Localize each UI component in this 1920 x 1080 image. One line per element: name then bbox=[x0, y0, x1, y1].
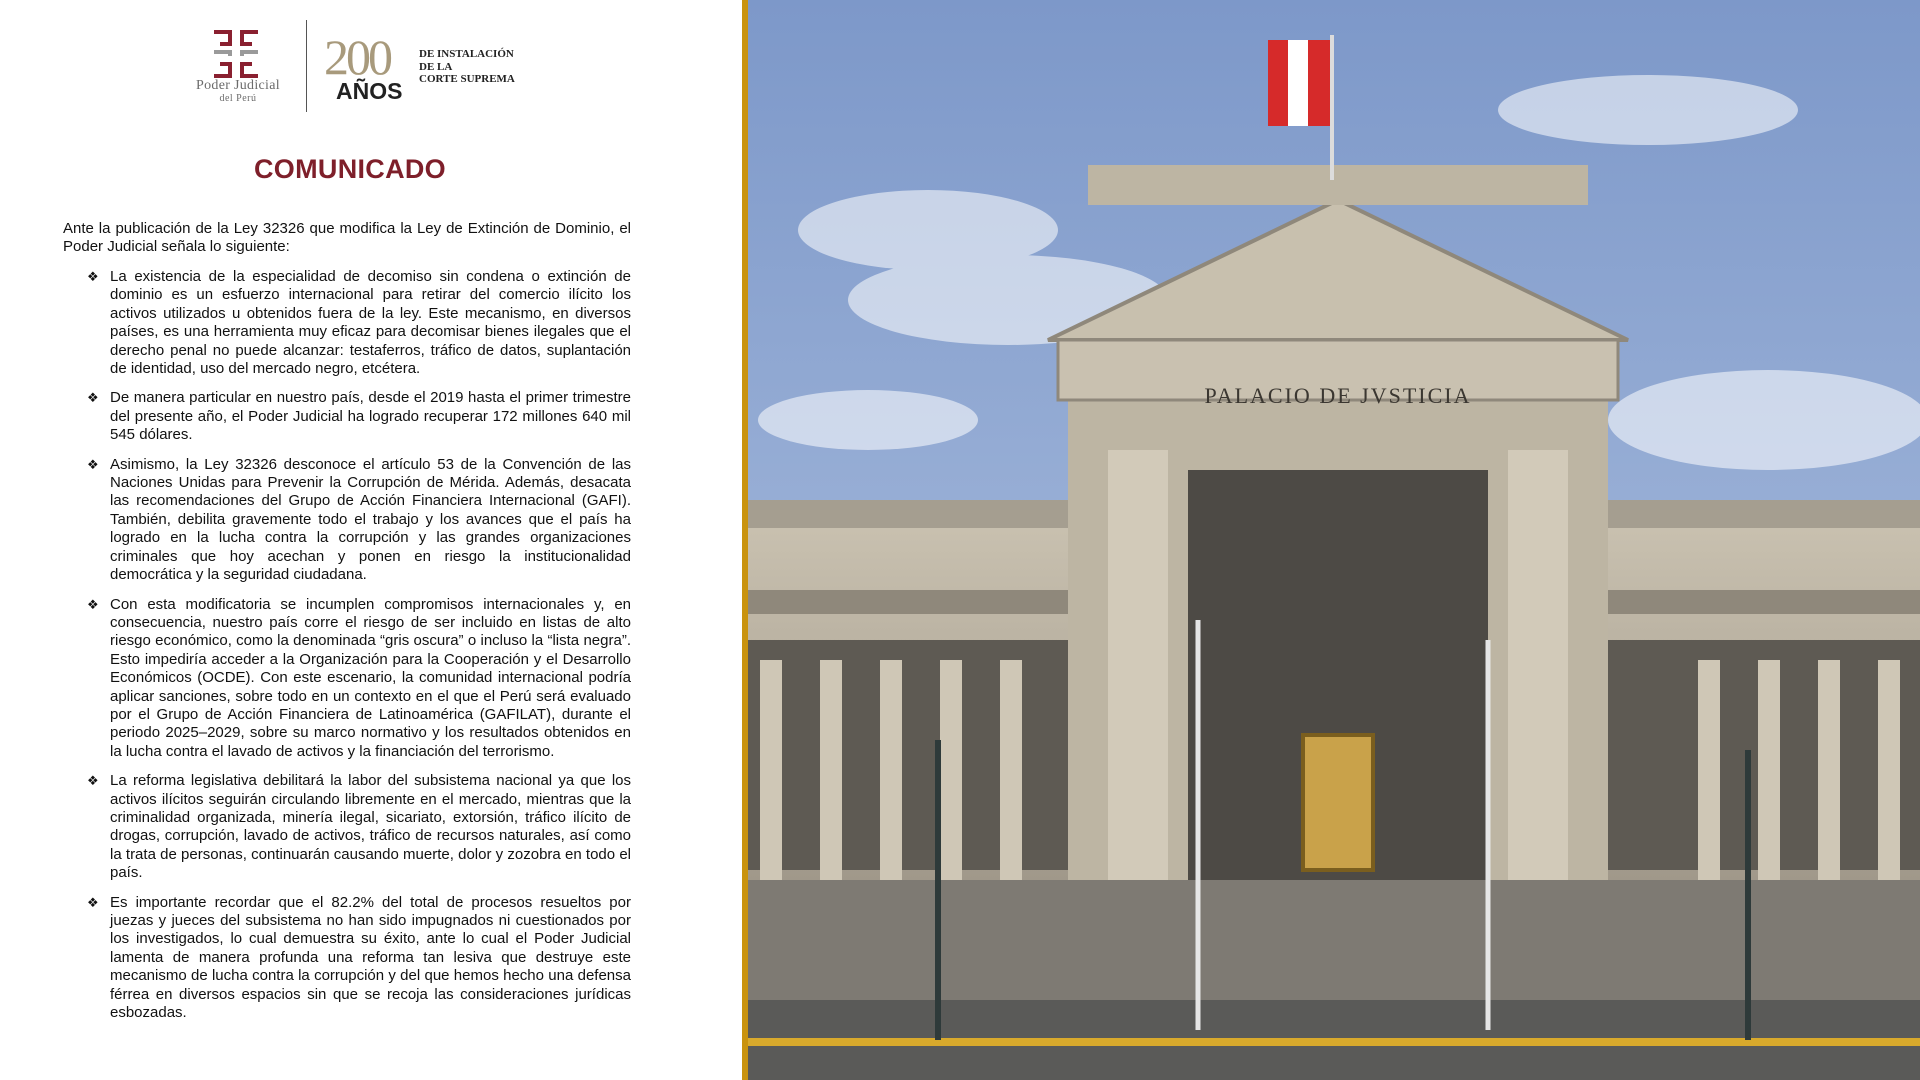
anniversary-caption-line: DE INSTALACIÓN bbox=[419, 48, 514, 60]
front-steps bbox=[748, 880, 1920, 1000]
bullet-list bbox=[63, 268, 631, 1033]
palace-inscription: PALACIO DE JVSTICIA bbox=[1204, 383, 1472, 408]
list-item bbox=[63, 389, 631, 444]
institution-line-1: Poder Judicial bbox=[196, 78, 280, 93]
palace-illustration bbox=[748, 0, 1920, 1080]
anniversary-caption-line: CORTE SUPREMA bbox=[419, 73, 515, 86]
communique-panel bbox=[0, 0, 742, 1080]
list-item bbox=[63, 268, 631, 378]
institution-name bbox=[186, 78, 290, 104]
bullet-text: Es importante recordar que el 82.2% del total de procesos resueltos por juezas y jueces del subsistema no han sido impugnados ni cuestionados por los investigados, lo cual demuestra su éxito, ante lo cual el Poder Judicial lamenta de manera profunda una reforma tan lesiva que destruye este mecanismo de lucha contra la corrupción y del que hemos hecho una defensa férrea en diversos espacios sin que se recoja las consideraciones jurídicas esbozadas. bbox=[110, 893, 631, 1022]
list-item bbox=[63, 456, 631, 585]
flagpole bbox=[1330, 35, 1334, 180]
diamond-bullet-icon: ❖ bbox=[87, 390, 99, 406]
anniversary-caption-line: DE LA bbox=[419, 60, 453, 73]
list-item bbox=[63, 894, 631, 1023]
peru-flag-icon bbox=[1268, 40, 1330, 126]
main-door bbox=[1303, 735, 1373, 870]
poder-judicial-emblem-icon bbox=[210, 28, 262, 80]
logo-divider bbox=[306, 20, 307, 112]
diamond-bullet-icon: ❖ bbox=[87, 773, 99, 789]
diamond-bullet-icon: ❖ bbox=[87, 596, 99, 612]
bullet-text: La reforma legislativa debilitará la labor del subsistema nacional ya que los activos ilícitos seguirán circulando libremente en el mercado, mientras que la criminalidad organizada, minería ilegal, sicariato, extorsión, tráfico ilícito de drogas, corrupción, lavado de activos, tráfico de recursos naturales, así como la trata de personas, continuarán causando muerte, dolor y zozobra en todo el país. bbox=[110, 772, 631, 882]
intro-paragraph: Ante la publicación de la Ley 32326 que modifica la Ley de Extinción de Dominio, el Poder Judicial señala lo siguiente: bbox=[63, 220, 631, 256]
header-logos bbox=[186, 20, 516, 120]
list-item bbox=[63, 772, 631, 882]
diamond-bullet-icon: ❖ bbox=[87, 894, 99, 910]
anniversary-caption bbox=[419, 48, 519, 86]
diamond-bullet-icon: ❖ bbox=[87, 269, 99, 284]
palace-photo bbox=[748, 0, 1920, 1080]
anniversary-number: 200 bbox=[324, 29, 390, 85]
bullet-text: De manera particular en nuestro país, desde el 2019 hasta el primer trimestre del presente año, el Poder Judicial ha logrado recuperar 172 millones 640 mil 545 dólares. bbox=[110, 389, 631, 444]
attic bbox=[1088, 165, 1588, 205]
curb-stripe bbox=[748, 1038, 1920, 1046]
anniversary-word: AÑOS bbox=[336, 78, 403, 104]
bullet-text: Con esta modificatoria se incumplen compromisos internacionales y, en consecuencia, nuestro país corre el riesgo de ser incluido en listas de alto riesgo económico, como la denominada “gris oscura” o incluso la “lista negra”. Esto impediría acceder a la Organización para la Cooperación y el Desarrollo Económicos (OCDE). Con este escenario, la comunidad internacional podría aplicar sanciones, sobre todo en un contexto en el que el Perú será evaluado por el Grupo de Acción Financiera de Latinoamérica (GAFILAT), durante el periodo 2025–2029, sobre su marco normativo y los resultados obtenidos en la lucha contra el lavado de activos y la financiación del terrorismo. bbox=[110, 595, 631, 760]
list-item bbox=[63, 596, 631, 762]
diamond-bullet-icon: ❖ bbox=[87, 456, 99, 472]
communique-title: COMUNICADO bbox=[254, 154, 446, 184]
bullet-text: La existencia de la especialidad de decomiso sin condena o extinción de dominio es un esfuerzo internacional para retirar del comercio ilícito los activos utilizados u obtenidos fuera de la ley. Este mecanismo, en diversos países, es una herramienta muy eficaz para decomisar bienes ilegales que el derecho penal no puede alcanzar: testaferros, tráfico de datos, suplantación de identidad, uso del mercado negro, etcétera. bbox=[110, 268, 631, 378]
institution-line-2: del Perú bbox=[219, 93, 257, 105]
bullet-text: Asimismo, la Ley 32326 desconoce el artículo 53 de la Convención de las Naciones Unidas para Prevenir la Corrupción de Mérida. Además, desacata las recomendaciones del Grupo de Acción Financiera Internacional (GAFI). También, debilita gravemente todo el trabajo y los avances que el país ha logrado en la lucha contra la corrupción y las grandes organizaciones criminales que hoy acechan y ponen en riesgo la institucionalidad democrática y la seguridad ciudadana. bbox=[110, 455, 631, 584]
